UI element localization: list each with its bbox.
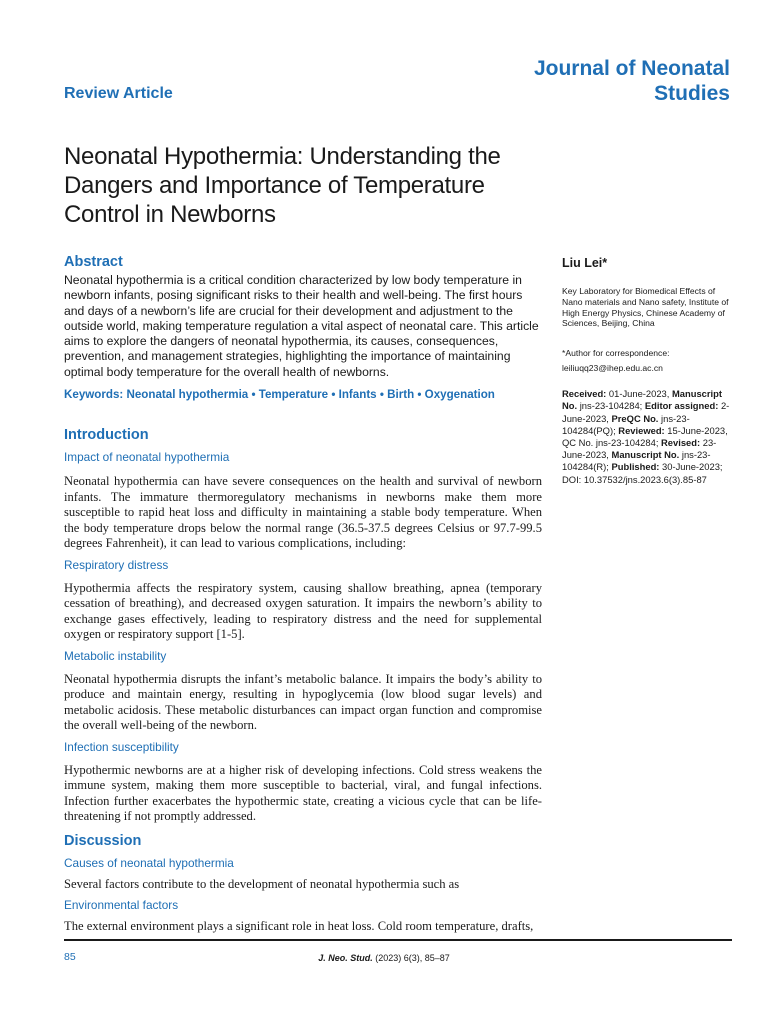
editor-label: Editor assigned: bbox=[644, 400, 719, 412]
citation-details: (2023) 6(3), 85–87 bbox=[375, 953, 450, 963]
subheading-environmental: Environmental factors bbox=[64, 898, 179, 913]
preqc-label: PreQC No. bbox=[611, 412, 659, 424]
reviewed-label: Reviewed: bbox=[618, 424, 665, 436]
discussion-heading: Discussion bbox=[64, 832, 142, 849]
doi[interactable]: DOI: 10.37532/jns.2023.6(3).85-87 bbox=[562, 473, 707, 485]
article-dates bbox=[562, 388, 732, 486]
sidebar bbox=[562, 256, 732, 486]
journal-name bbox=[430, 56, 730, 106]
article-title: Neonatal Hypothermia: Understanding the Dangers and Importance of Temperature Control in Newborns bbox=[64, 143, 501, 228]
introduction-heading: Introduction bbox=[64, 427, 149, 444]
subheading-metabolic: Metabolic instability bbox=[64, 648, 167, 663]
qc-label: QC No. bbox=[562, 437, 594, 448]
keywords: Keywords: Neonatal hypothermia • Temperature • Infants • Birth • Oxygenation bbox=[64, 388, 495, 402]
abstract-heading: Abstract bbox=[64, 254, 123, 270]
revised-date: 23-June-2023, bbox=[562, 437, 717, 461]
manuscript-r-number: jns-23-104284(R); bbox=[562, 449, 711, 473]
page-number: 85 bbox=[64, 951, 76, 963]
paragraph-impact: Neonatal hypothermia can have severe consequences on the health and survival of newborn infants. The immature thermoregulatory mechanisms in newborns make them more susceptible to rapid heat loss and difficulty in maintaining a stable body temperature. When the body temperature drops below the normal range (36.5-37.5 degrees Celsius or 97.7-99.5 degrees Fahrenheit), it can lead to various complications, including: bbox=[64, 474, 542, 551]
manuscript-r-label: Manuscript No. bbox=[611, 449, 680, 461]
subheading-impact: Impact of neonatal hypothermia bbox=[64, 450, 230, 465]
abstract-text: Neonatal hypothermia is a critical condition characterized by low body temperature in newborn infants, posing significant risks to their health and well-being. The first hours and days of a newborn’s life are crucial for their development and adjustment to the outside world, making temperature regulation a vital aspect of neonatal care. This article aims to explore the dangers of neonatal hypothermia, its causes, consequences, prevention, and management strategies, highlighting the importance of maintaining optimal body temperature for the overall health of newborns. bbox=[64, 273, 539, 379]
correspondence-label: *Author for correspondence: bbox=[562, 348, 670, 359]
published-date: 30-June-2023; bbox=[662, 461, 723, 473]
received-label: Received: bbox=[562, 388, 607, 400]
paragraph-environmental: The external environment plays a significant role in heat loss. Cold room temperature, drafts, bbox=[64, 919, 534, 934]
subheading-infection: Infection susceptibility bbox=[64, 739, 179, 754]
author-affiliation: Key Laboratory for Biomedical Effects of Nano materials and Nano safety, Institute of High Energy Physics, Chinese Academy of Sciences, Beijing, China bbox=[562, 286, 729, 329]
correspondence-email[interactable]: leiliuqq23@ihep.edu.ac.cn bbox=[562, 363, 663, 374]
journal-abbreviation: J. Neo. Stud. bbox=[318, 953, 373, 963]
revised-label: Revised: bbox=[661, 437, 701, 448]
journal-name-line1: Journal of Neonatal bbox=[533, 57, 730, 80]
reviewed-date: 15-June-2023, bbox=[667, 424, 728, 436]
published-label: Published: bbox=[611, 461, 660, 473]
footer-citation bbox=[250, 953, 518, 963]
paragraph-infection: Hypothermic newborns are at a higher risk of developing infections. Cold stress weakens the immune system, making them more susceptible to bacterial, viral, and fungal infections. Infection further exacerbates the hypothermic state, creating a vicious cycle that can be life-threatening if not promptly addressed. bbox=[64, 762, 542, 824]
manuscript-label: Manuscript No. bbox=[562, 388, 722, 412]
manuscript-number: jns-23-104284; bbox=[579, 400, 643, 412]
received-date: 01-June-2023, bbox=[608, 388, 670, 400]
paragraph-metabolic: Neonatal hypothermia disrupts the infant’s metabolic balance. It impairs the body’s ability to produce and maintain energy, resulting in hypoglycemia (low blood sugar levels) and metabolic acidosis. These metabolic disturbances can impact organ function and compromise the overall well-being of the newborn. bbox=[64, 671, 542, 733]
qc-number: jns-23-104284; bbox=[595, 437, 659, 448]
footer-rule bbox=[64, 939, 732, 941]
author-name: Liu Lei* bbox=[562, 256, 608, 270]
paragraph-respiratory: Hypothermia affects the respiratory system, causing shallow breathing, apnea (temporary cessation of breathing), and decreased oxygen saturation. It impairs the newborn’s ability to exchange gases effectively, leading to respiratory distress and the need for supplemental oxygen or respiratory support [1-5]. bbox=[64, 580, 542, 642]
preqc-number: jns-23-104284(PQ); bbox=[562, 412, 690, 436]
journal-name-line2: Studies bbox=[654, 82, 730, 105]
subheading-causes: Causes of neonatal hypothermia bbox=[64, 855, 234, 870]
paragraph-causes: Several factors contribute to the development of neonatal hypothermia such as bbox=[64, 876, 460, 891]
main-column bbox=[64, 254, 542, 935]
article-type: Review Article bbox=[64, 85, 173, 102]
subheading-respiratory: Respiratory distress bbox=[64, 557, 169, 572]
editor-date: 2-June-2023, bbox=[562, 400, 730, 424]
